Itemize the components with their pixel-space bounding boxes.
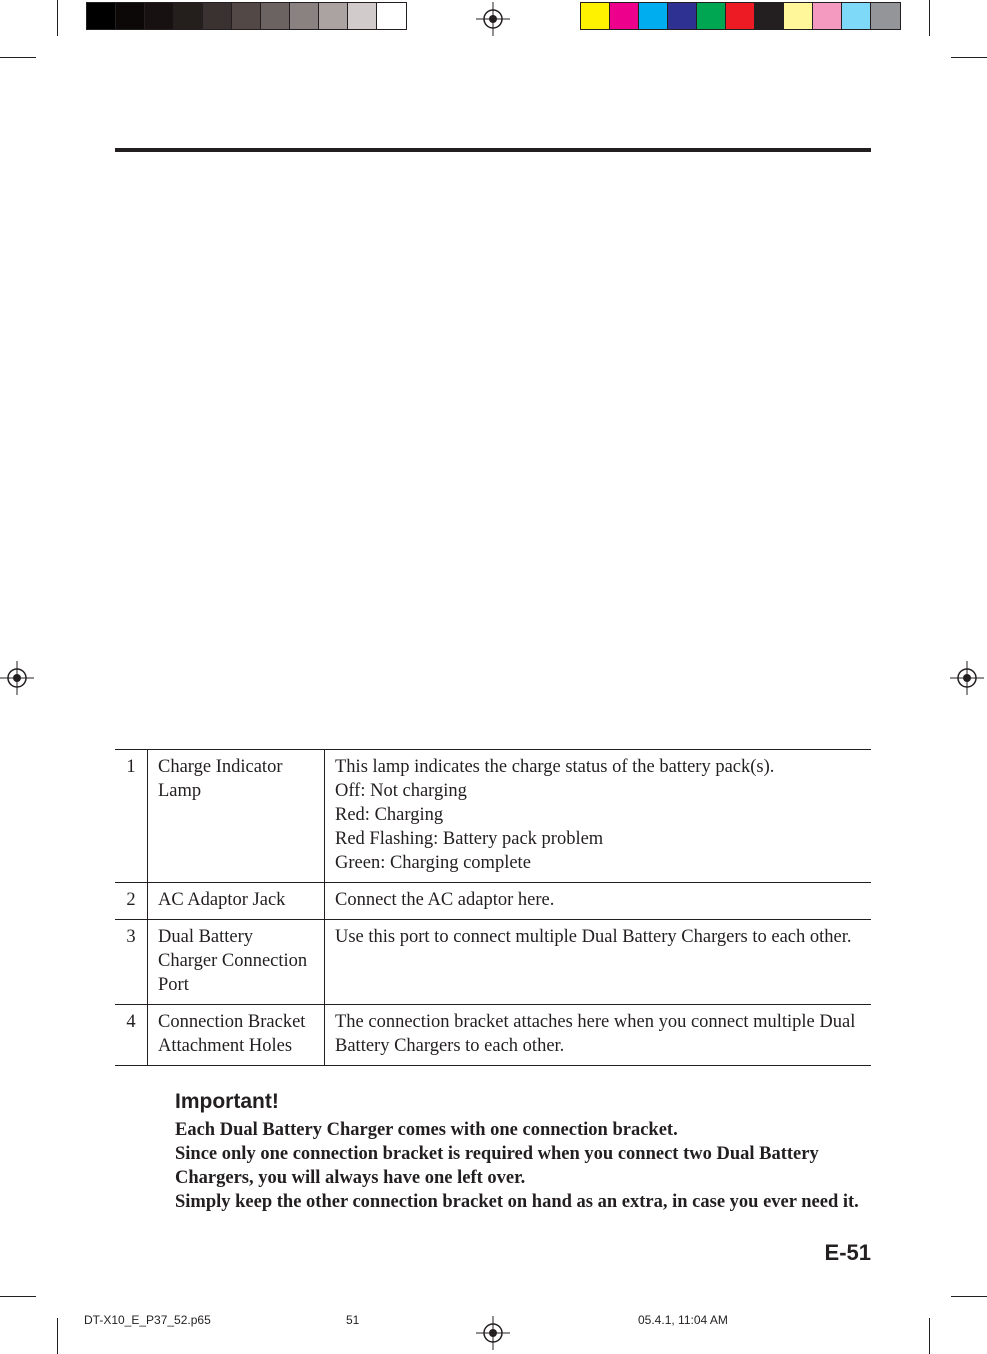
registration-mark-icon bbox=[476, 2, 510, 36]
parts-table bbox=[115, 749, 871, 1066]
color-swatch bbox=[145, 3, 174, 29]
crop-mark bbox=[0, 1296, 36, 1297]
color-swatch bbox=[726, 3, 755, 29]
part-name: Charge Indicator Lamp bbox=[148, 750, 325, 883]
crop-mark bbox=[57, 1318, 58, 1354]
color-swatch bbox=[348, 3, 377, 29]
part-name: Dual Battery Charger Connection Port bbox=[148, 920, 325, 1005]
description-line: Use this port to connect multiple Dual Battery Chargers to each other. bbox=[335, 927, 852, 947]
page-number: E-51 bbox=[824, 1240, 871, 1265]
header-rule bbox=[115, 148, 871, 152]
description-line: Off: Not charging bbox=[335, 781, 467, 801]
description-line: Red: Charging bbox=[335, 805, 444, 825]
registration-mark-icon bbox=[0, 661, 34, 695]
part-number: 4 bbox=[115, 1005, 148, 1066]
color-swatch bbox=[668, 3, 697, 29]
crop-mark bbox=[57, 0, 58, 36]
registration-mark-icon bbox=[476, 1316, 510, 1350]
important-line: Each Dual Battery Charger comes with one connection bracket. bbox=[175, 1120, 678, 1140]
important-line: Simply keep the other connection bracket on hand as an extra, in case you ever need it. bbox=[175, 1192, 859, 1212]
part-description bbox=[325, 920, 872, 1005]
part-name: Connection Bracket Attachment Holes bbox=[148, 1005, 325, 1066]
grayscale-color-bar bbox=[86, 2, 407, 30]
color-swatch bbox=[174, 3, 203, 29]
part-number: 1 bbox=[115, 750, 148, 883]
color-swatch bbox=[813, 3, 842, 29]
color-swatch bbox=[377, 3, 406, 29]
color-swatch bbox=[319, 3, 348, 29]
color-swatch bbox=[639, 3, 668, 29]
color-swatch bbox=[116, 3, 145, 29]
description-line: Red Flashing: Battery pack problem bbox=[335, 829, 604, 849]
color-swatch bbox=[755, 3, 784, 29]
color-swatch bbox=[203, 3, 232, 29]
description-line: The connection bracket attaches here when you connect multiple Dual Battery Chargers to each other. bbox=[335, 1012, 856, 1056]
part-number: 3 bbox=[115, 920, 148, 1005]
footer-page: 51 bbox=[346, 1313, 360, 1327]
important-line: Since only one connection bracket is required when you connect two Dual Battery Chargers, you will always have one left over. bbox=[175, 1144, 819, 1188]
color-swatch bbox=[261, 3, 290, 29]
part-number: 2 bbox=[115, 883, 148, 920]
color-swatch bbox=[232, 3, 261, 29]
table-row bbox=[115, 883, 871, 920]
part-description bbox=[325, 750, 872, 883]
crop-mark bbox=[929, 1318, 930, 1354]
description-line: Green: Charging complete bbox=[335, 853, 531, 873]
crop-mark bbox=[0, 57, 36, 58]
color-swatch bbox=[697, 3, 726, 29]
color-swatch bbox=[87, 3, 116, 29]
crop-mark bbox=[929, 0, 930, 36]
table-row bbox=[115, 1005, 871, 1066]
part-description bbox=[325, 1005, 872, 1066]
color-swatch bbox=[581, 3, 610, 29]
color-swatch bbox=[784, 3, 813, 29]
part-description bbox=[325, 883, 872, 920]
important-heading: Important! bbox=[175, 1090, 279, 1113]
footer-timestamp: 05.4.1, 11:04 AM bbox=[638, 1313, 728, 1327]
part-name: AC Adaptor Jack bbox=[148, 883, 325, 920]
crop-mark bbox=[951, 57, 987, 58]
important-note bbox=[175, 1089, 875, 1214]
process-color-bar bbox=[580, 2, 901, 30]
table-row bbox=[115, 920, 871, 1005]
description-line: Connect the AC adaptor here. bbox=[335, 890, 555, 910]
color-swatch bbox=[610, 3, 639, 29]
registration-mark-icon bbox=[950, 661, 984, 695]
color-swatch bbox=[290, 3, 319, 29]
table-row bbox=[115, 750, 871, 883]
color-swatch bbox=[842, 3, 871, 29]
footer-filename: DT-X10_E_P37_52.p65 bbox=[84, 1313, 211, 1327]
crop-mark bbox=[951, 1296, 987, 1297]
color-swatch bbox=[871, 3, 900, 29]
description-line: This lamp indicates the charge status of the battery pack(s). bbox=[335, 757, 775, 777]
